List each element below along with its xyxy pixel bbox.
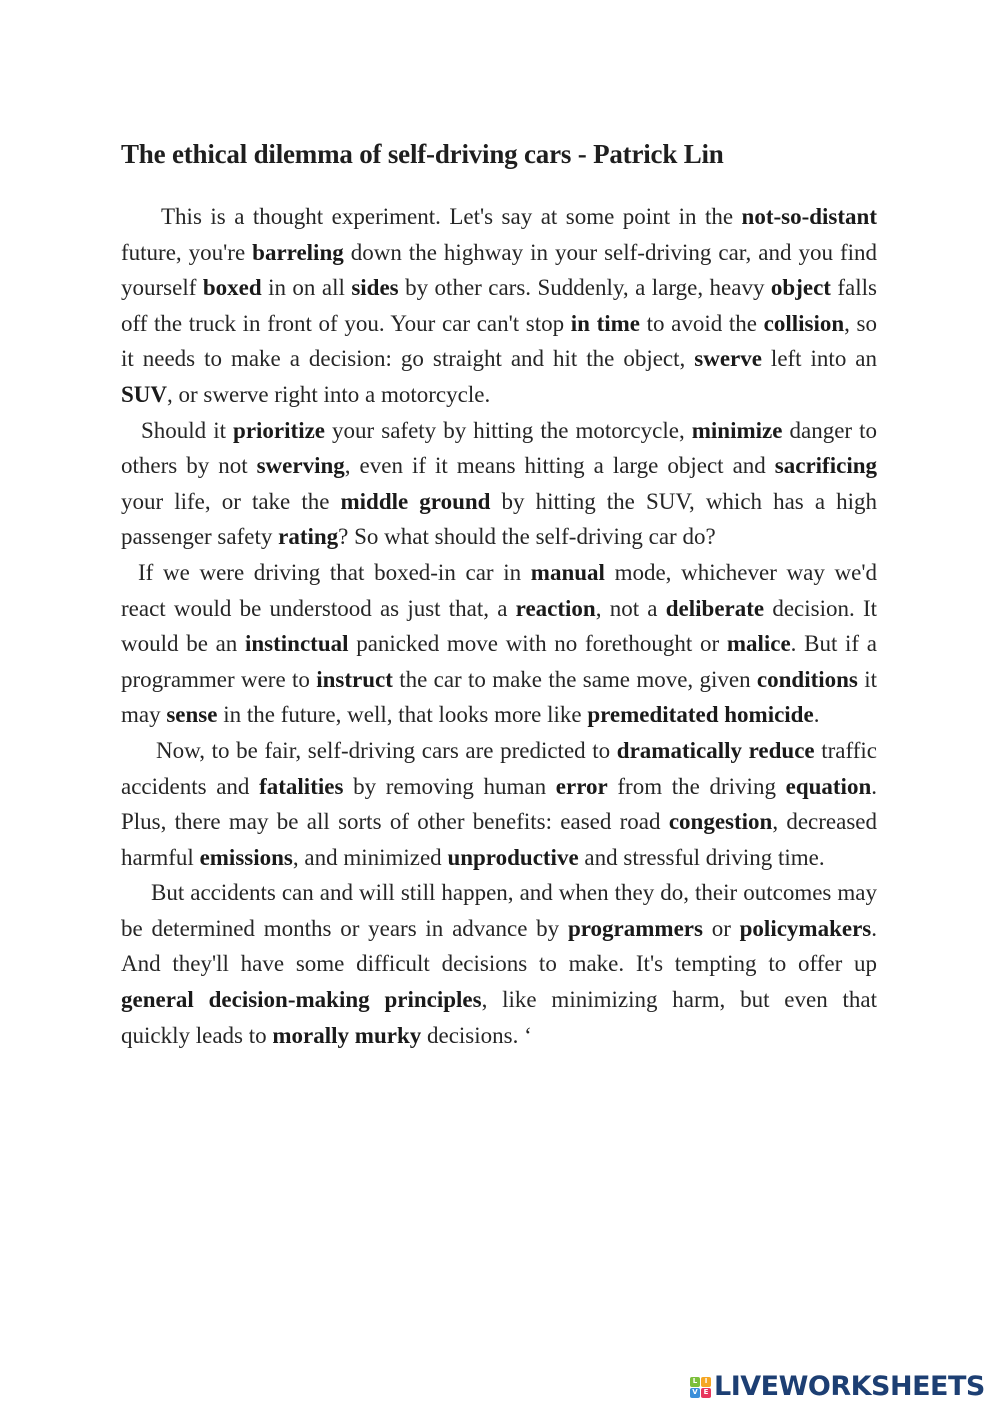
text-run: , and minimized	[292, 844, 448, 870]
text-run: , like minimizing harm, but even that quickly leads to	[121, 987, 878, 1048]
text-run: by removing human	[343, 773, 556, 799]
text-run: .	[813, 702, 820, 728]
text-run: left into an	[761, 346, 877, 372]
paragraph	[121, 733, 877, 875]
text-run: from the driving	[607, 773, 786, 799]
vocabulary-word: manual	[530, 559, 605, 585]
vocabulary-word: equation	[785, 773, 872, 799]
text-run: . But if a programmer were to	[121, 631, 877, 692]
text-run: your life, or take the	[121, 488, 341, 514]
vocabulary-word: general decision-making principles	[121, 987, 482, 1013]
text-run: to avoid the	[640, 310, 764, 336]
vocabulary-word: middle ground	[340, 488, 491, 514]
vocabulary-word: programmers	[567, 915, 703, 941]
text-run: This is a thought experiment. Let's say at some point in the	[161, 204, 742, 229]
logo-text: LIVEWORKSHEETS	[714, 1371, 985, 1402]
text-run: , so it needs to make a decision: go straight and hit the object,	[121, 310, 878, 372]
text-run: , decreased harmful	[121, 809, 878, 870]
vocabulary-word: instinctual	[244, 631, 349, 657]
vocabulary-word: swerve	[694, 346, 762, 372]
text-run: , even if it means hitting a large object and	[344, 453, 775, 479]
vocabulary-word: premeditated homicide	[587, 702, 814, 728]
vocabulary-word: boxed	[202, 275, 262, 301]
vocabulary-word: unproductive	[447, 844, 579, 870]
vocabulary-word: SUV	[121, 381, 168, 407]
text-run: down the highway in your self-driving car, and you find yourself	[121, 239, 878, 301]
vocabulary-word: swerving	[256, 453, 345, 479]
text-run: traffic accidents and	[121, 737, 878, 799]
text-run: by hitting the SUV, which has a high passenger safety	[121, 488, 878, 550]
vocabulary-word: fatalities	[259, 773, 344, 799]
vocabulary-word: barreling	[252, 239, 344, 265]
logo-block-e: E	[701, 1388, 711, 1398]
vocabulary-word: minimize	[691, 417, 783, 443]
vocabulary-word: dramatically reduce	[616, 737, 815, 763]
vocabulary-word: sense	[166, 702, 218, 728]
logo-blocks-icon	[690, 1377, 711, 1398]
text-run: . Plus, there may be all sorts of other benefits: eased road	[121, 773, 877, 835]
text-run: Should it	[141, 417, 234, 443]
text-run: by other cars. Suddenly, a large, heavy	[398, 275, 771, 301]
vocabulary-word: emissions	[199, 844, 293, 870]
vocabulary-word: sides	[351, 275, 399, 301]
text-run: danger to others by not	[121, 417, 877, 479]
text-run: If we were driving that boxed-in car in	[138, 559, 531, 585]
text-run: decisions. ‘	[421, 1022, 532, 1048]
vocabulary-word: reaction	[515, 595, 596, 621]
text-run: panicked move with no forethought or	[348, 631, 727, 657]
vocabulary-word: object	[770, 275, 831, 301]
text-run: , not a	[595, 595, 666, 621]
text-run: your safety by hitting the motorcycle,	[325, 417, 692, 443]
text-run: . And they'll have some difficult decisions to make. It's tempting to offer up	[121, 915, 877, 977]
text-run: and stressful driving time.	[578, 844, 825, 870]
article-body	[121, 199, 877, 1053]
vocabulary-word: morally murky	[272, 1022, 422, 1048]
vocabulary-word: not-so-distant	[741, 204, 877, 229]
logo-block-i: I	[701, 1377, 711, 1387]
paragraph	[121, 199, 877, 413]
paragraph	[121, 875, 877, 1053]
vocabulary-word: collision	[763, 310, 845, 336]
vocabulary-word: error	[555, 773, 608, 799]
text-run: But accidents can and will still happen, and when they do, their outcomes may be determined months or years in advance by	[121, 880, 877, 941]
text-run: falls off the truck in front of you. Your car can't stop	[121, 275, 877, 336]
vocabulary-word: instruct	[316, 666, 393, 692]
vocabulary-word: in time	[570, 310, 641, 336]
vocabulary-word: deliberate	[665, 595, 765, 621]
text-run: ? So what should the self-driving car do?	[338, 524, 716, 550]
text-run: the car to make the same move, given	[392, 666, 757, 692]
text-run: in on all	[261, 275, 352, 301]
text-run: Now, to be fair, self-driving cars are predicted to	[156, 737, 617, 763]
text-run: , or swerve right into a motorcycle.	[167, 381, 491, 407]
logo-block-l: L	[690, 1377, 700, 1387]
text-run: future, you're	[121, 239, 253, 265]
text-run: decision. It would be an	[121, 595, 877, 657]
vocabulary-word: rating	[278, 524, 339, 550]
text-run: it may	[121, 666, 877, 728]
text-run: or	[702, 915, 740, 941]
vocabulary-word: malice	[726, 631, 791, 657]
vocabulary-word: congestion	[668, 809, 773, 835]
paragraph	[121, 555, 877, 733]
liveworksheets-logo[interactable]	[690, 1372, 985, 1402]
vocabulary-word: policymakers	[739, 915, 872, 941]
vocabulary-word: prioritize	[233, 417, 326, 443]
paragraph	[121, 413, 877, 555]
vocabulary-word: conditions	[756, 666, 858, 692]
text-run: in the future, well, that looks more like	[217, 702, 588, 728]
logo-block-v: V	[690, 1388, 700, 1398]
document-title: The ethical dilemma of self-driving cars - Patrick Lin	[121, 139, 724, 170]
vocabulary-word: sacrificing	[774, 453, 877, 479]
text-run: mode, whichever way we'd react would be understood as just that, a	[121, 559, 877, 621]
